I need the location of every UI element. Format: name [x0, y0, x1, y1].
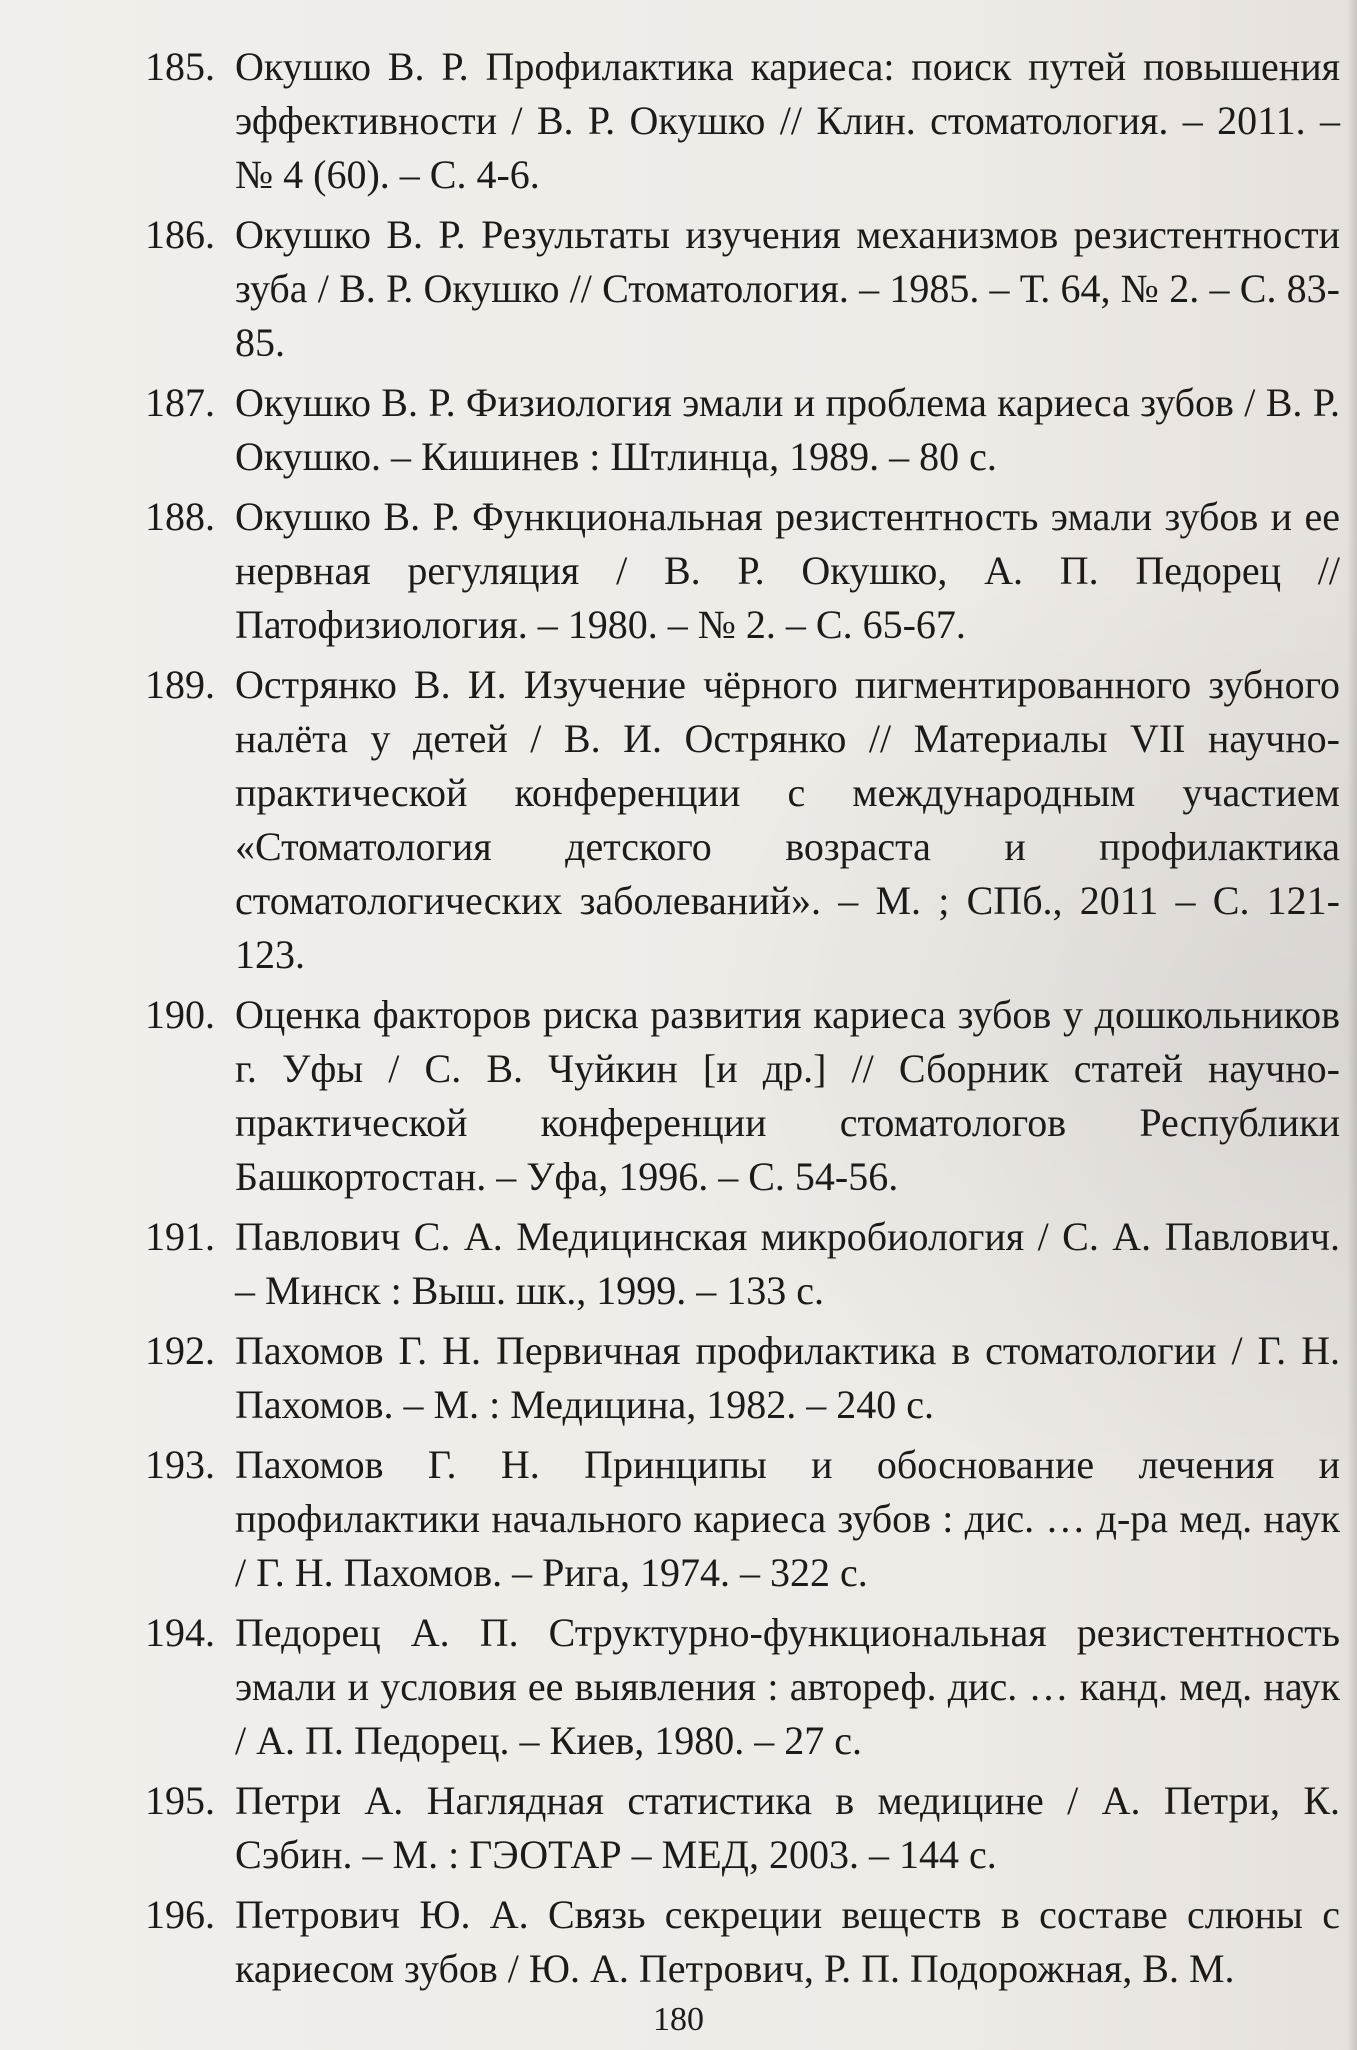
reference-text: Окушко В. Р. Физиология эмали и проблема кариеса зубов / В. Р. Окушко. – Кишинев : Штлинца, 1989. – 80 с.	[235, 380, 1340, 479]
reference-text: Оценка факторов риска развития кариеса зубов у дошкольников г. Уфы / С. В. Чуйкин [и др.] // Сборник статей научно-практической конференции стоматологов Республики Башкортостан. – Уфа, 1996. – С. 54-56.	[235, 992, 1340, 1199]
reference-text: Петрович Ю. А. Связь секреции веществ в составе слюны с кариесом зубов / Ю. А. Петрович, Р. П. Подорожная, В. М.	[235, 1892, 1340, 1991]
reference-number: 192.	[145, 1328, 215, 1373]
reference-item	[145, 376, 1340, 484]
reference-number: 194.	[145, 1610, 215, 1655]
reference-item	[145, 490, 1340, 652]
reference-item	[145, 1324, 1340, 1432]
reference-item	[145, 40, 1340, 202]
reference-text: Пахомов Г. Н. Первичная профилактика в стоматологии / Г. Н. Пахомов. – М. : Медицина, 1982. – 240 с.	[235, 1328, 1340, 1427]
reference-number: 195.	[145, 1778, 215, 1823]
reference-number: 189.	[145, 662, 215, 707]
reference-number: 196.	[145, 1892, 215, 1937]
reference-list	[145, 40, 1340, 2002]
reference-text: Педорец А. П. Структурно-функциональная резистентность эмали и условия ее выявления : автореф. дис. … канд. мед. наук / А. П. Педорец. – Киев, 1980. – 27 с.	[235, 1610, 1340, 1763]
reference-number: 193.	[145, 1442, 215, 1487]
reference-text: Петри А. Наглядная статистика в медицине / А. Петри, К. Сэбин. – М. : ГЭОТАР – МЕД, 2003. – 144 с.	[235, 1778, 1340, 1877]
reference-number: 190.	[145, 992, 215, 1037]
page-number: 180	[653, 2001, 704, 2038]
reference-text: Окушко В. Р. Функциональная резистентность эмали зубов и ее нервная регуляция / В. Р. Окушко, А. П. Педорец // Патофизиология. – 1980. – № 2. – С. 65-67.	[235, 494, 1340, 647]
reference-text: Павлович С. А. Медицинская микробиология / С. А. Павлович. – Минск : Выш. шк., 1999. – 133 с.	[235, 1214, 1340, 1313]
reference-item	[145, 1888, 1340, 1996]
reference-item	[145, 1438, 1340, 1600]
reference-item	[145, 988, 1340, 1204]
reference-number: 187.	[145, 380, 215, 425]
page-edge-shadow	[1347, 0, 1357, 2050]
reference-item	[145, 1774, 1340, 1882]
reference-text: Острянко В. И. Изучение чёрного пигментированного зубного налёта у детей / В. И. Острянко // Материалы VII научно-практической конференции с международным участием «Стоматология детского возраста и профилактика стоматологических заболеваний». – М. ; СПб., 2011 – С. 121-123.	[235, 662, 1340, 977]
reference-item	[145, 1606, 1340, 1768]
reference-item	[145, 1210, 1340, 1318]
reference-number: 191.	[145, 1214, 215, 1259]
reference-text: Окушко В. Р. Результаты изучения механизмов резистентности зуба / В. Р. Окушко // Стоматология. – 1985. – Т. 64, № 2. – С. 83-85.	[235, 212, 1340, 365]
reference-number: 188.	[145, 494, 215, 539]
reference-item	[145, 208, 1340, 370]
reference-number: 186.	[145, 212, 215, 257]
reference-text: Пахомов Г. Н. Принципы и обоснование лечения и профилактики начального кариеса зубов : дис. … д-ра мед. наук / Г. Н. Пахомов. – Рига, 1974. – 322 с.	[235, 1442, 1340, 1595]
reference-item	[145, 658, 1340, 982]
reference-text: Окушко В. Р. Профилактика кариеса: поиск путей повышения эффективности / В. Р. Окушко // Клин. стоматология. – 2011. – № 4 (60). – С. 4-6.	[235, 44, 1340, 197]
reference-number: 185.	[145, 44, 215, 89]
